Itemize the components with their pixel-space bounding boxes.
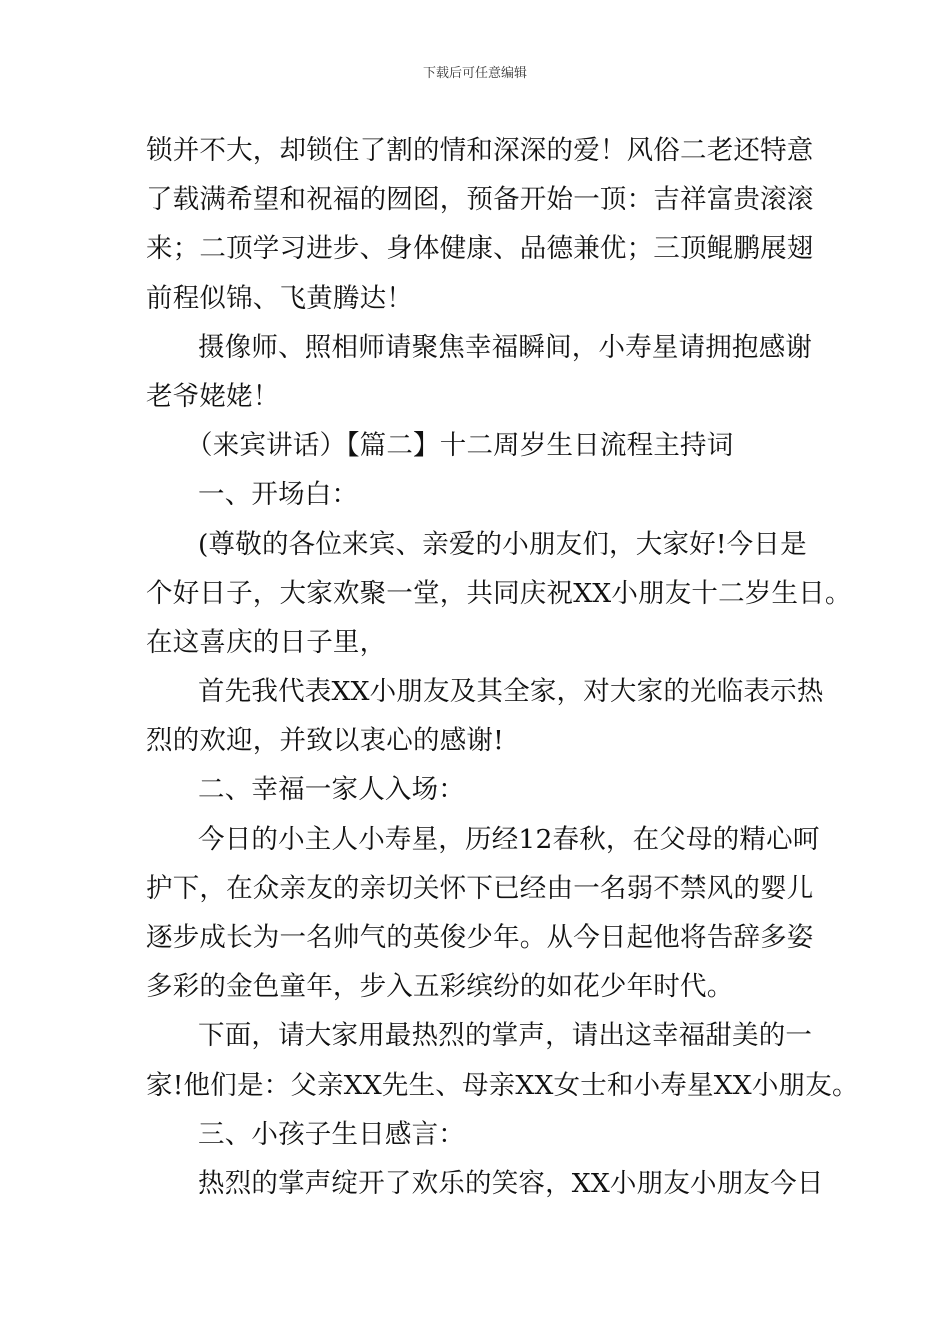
paragraph-line: 家!他们是：父亲XX先生、母亲XX女士和小寿星XX小朋友。: [146, 1069, 859, 1101]
paragraph-line: 在这喜庆的日子里，: [146, 626, 387, 658]
paragraph-line: 下面，请大家用最热烈的掌声，请出这幸福甜美的一: [198, 1020, 813, 1052]
paragraph-line: 护下，在众亲友的亲切关怀下已经由一名弱不禁风的婴儿: [146, 872, 814, 904]
paragraph-line: 前程似锦、飞黄腾达！: [146, 282, 413, 314]
paragraph-line: (尊敬的各位来宾、亲爱的小朋友们，大家好!今日是: [198, 528, 807, 560]
section-heading: 二、幸福一家人入场：: [198, 774, 465, 806]
section-heading: （来宾讲话）【篇二】十二周岁生日流程主持词: [186, 430, 734, 462]
paragraph-line: 热烈的掌声绽开了欢乐的笑容，XX小朋友小朋友今日: [198, 1167, 824, 1199]
section-heading: 三、小孩子生日感言：: [198, 1118, 465, 1150]
page-header-note: 下载后可任意编辑: [422, 66, 527, 81]
body-text: [146, 126, 859, 1208]
paragraph-line: 来；二顶学习进步、身体健康、品德兼优；三顶鲲鹏展翅: [146, 233, 814, 265]
paragraph-line: 摄像师、照相师请聚焦幸福瞬间，小寿星请拥抱感谢: [198, 331, 813, 363]
paragraph-line: 烈的欢迎，并致以衷心的感谢!: [146, 725, 504, 757]
paragraph-line: 首先我代表XX小朋友及其全家，对大家的光临表示热: [198, 676, 824, 708]
paragraph-line: 多彩的金色童年，步入五彩缤纷的如花少年时代。: [146, 971, 734, 1003]
paragraph-line: 了载满希望和祝福的囫囵，预备开始一顶：吉祥富贵滚滚: [146, 184, 814, 216]
paragraph-line: 锁并不大，却锁住了割的情和深深的爱！风俗二老还特意: [146, 135, 814, 166]
paragraph-line: 老爷姥姥！: [146, 380, 280, 412]
paragraph-line: 今日的小主人小寿星，历经12春秋，在父母的精心呵: [198, 823, 820, 855]
paragraph-line: 个好日子，大家欢聚一堂，共同庆祝XX小朋友十二岁生日。: [146, 577, 852, 609]
paragraph-line: 逐步成长为一名帅气的英俊少年。从今日起他将告辞多姿: [146, 922, 814, 953]
section-heading: 一、开场白：: [198, 479, 359, 511]
